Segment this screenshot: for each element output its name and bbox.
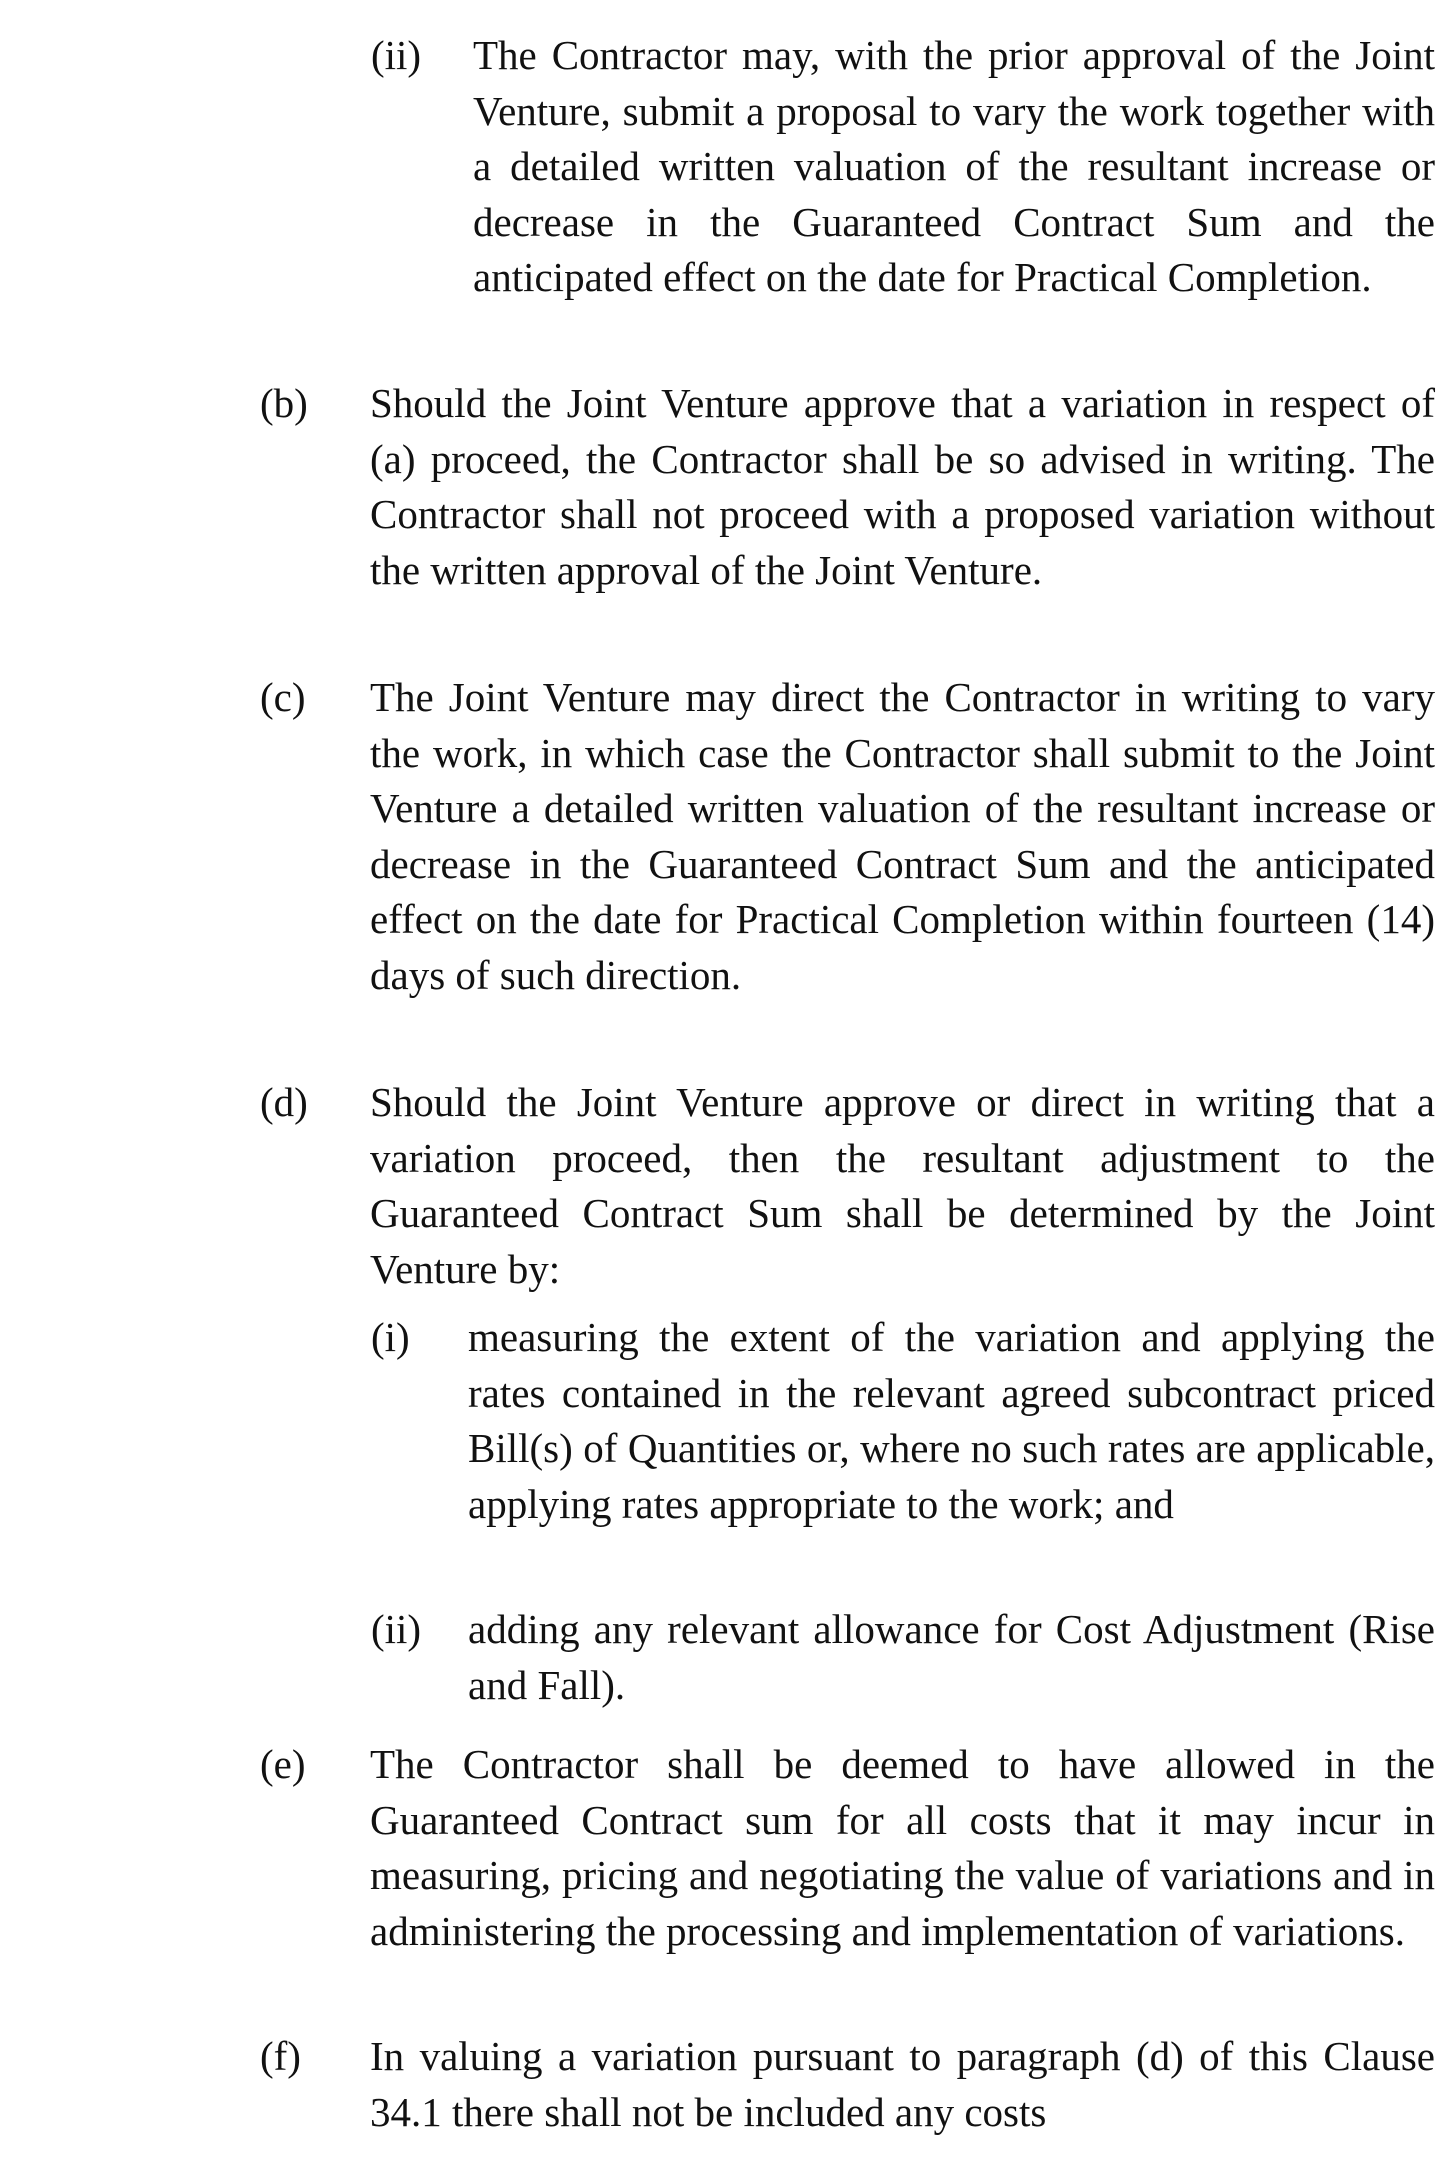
item-label-f: (f): [260, 2033, 301, 2079]
item-label-e: (e): [260, 1741, 306, 1787]
item-text-b: Should the Joint Venture approve that a variation in respect of (a) proceed, the Contractor shall be so advised in writing. The Contractor shall not proceed with a proposed variation without the written approval of the Joint Venture.: [370, 380, 1435, 593]
subitem-label-ii-a: (ii): [371, 32, 422, 78]
subitem-text-ii-a: The Contractor may, with the prior approval of the Joint Venture, submit a proposal to vary the work together with a detailed written valuation of the resultant increase or decrease in the Guaranteed Contract Sum and the anticipated effect on the date for Practical Completion.: [473, 32, 1435, 300]
item-label-d: (d): [260, 1079, 308, 1125]
subitem-text-i: measuring the extent of the variation and applying the rates contained in the relevant agreed subcontract priced Bill(s) of Quantities or, where no such rates are applicable, applying rates appropriate to the work; and: [468, 1314, 1435, 1527]
item-text-c: The Joint Venture may direct the Contractor in writing to vary the work, in which case the Contractor shall submit to the Joint Venture a detailed written valuation of the resultant increase or decrease in the Guaranteed Contract Sum and the anticipated effect on the date for Practical Completion within fourteen (14) days of such direction.: [370, 674, 1435, 998]
item-text-f: In valuing a variation pursuant to paragraph (d) of this Clause 34.1 there shall not be included any costs: [370, 2033, 1435, 2135]
subitem-label-i: (i): [371, 1314, 410, 1360]
item-text-d: Should the Joint Venture approve or direct in writing that a variation proceed, then the resultant adjustment to the Guaranteed Contract Sum shall be determined by the Joint Venture by:: [370, 1079, 1435, 1292]
item-label-c: (c): [260, 674, 306, 720]
subitem-text-ii-b: adding any relevant allowance for Cost Adjustment (Rise and Fall).: [468, 1606, 1435, 1708]
subitem-label-ii-b: (ii): [371, 1606, 422, 1652]
item-label-b: (b): [260, 380, 308, 426]
item-text-e: The Contractor shall be deemed to have allowed in the Guaranteed Contract sum for all costs that it may incur in measuring, pricing and negotiating the value of variations and in administering the processing and implementation of variations.: [370, 1741, 1435, 1954]
